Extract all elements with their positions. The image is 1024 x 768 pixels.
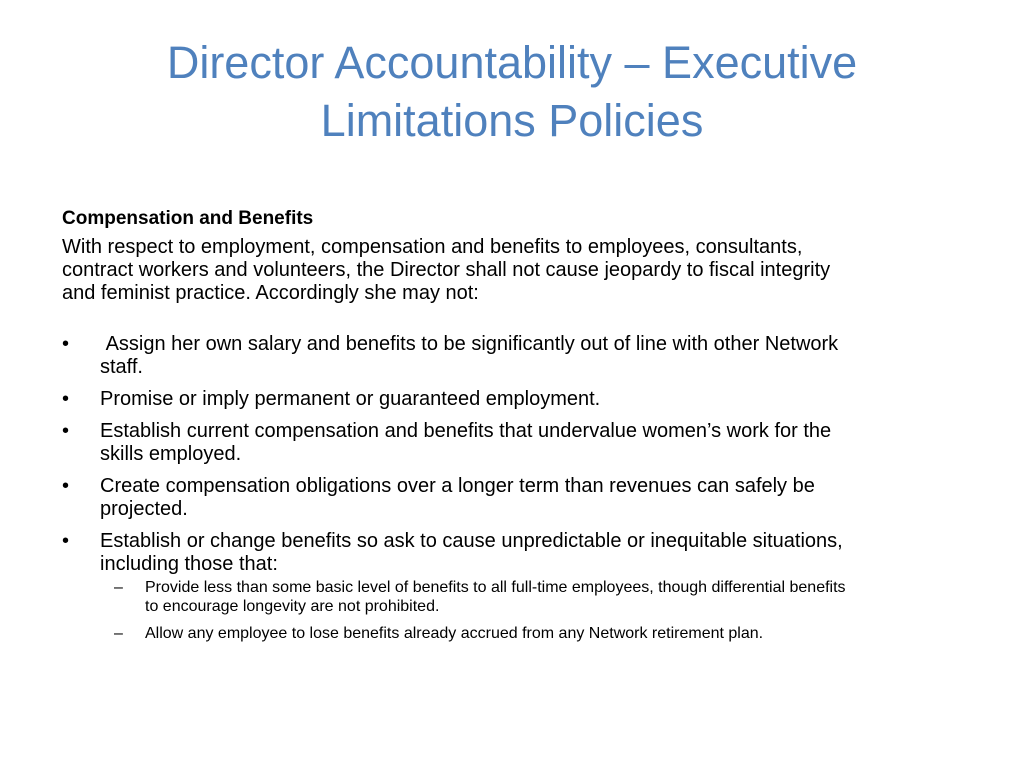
bullet-list [62, 333, 862, 643]
bullet-marker: • [62, 333, 70, 355]
sub-bullet-item [62, 578, 862, 616]
sub-bullet-item [62, 624, 862, 643]
intro-paragraph: With respect to employment, compensation and benefits to employees, consultants, contract workers and volunteers, the Director shall not cause jeopardy to fiscal integrity and feminist practice. Accordingly she may not: [62, 236, 831, 304]
slide-body [62, 206, 862, 652]
bullet-item [62, 420, 862, 466]
sub-bullet-text: Provide less than some basic level of benefits to all full-time employees, though differential benefits to encourage longevity are not prohibited. [145, 579, 846, 615]
section-heading: Compensation and Benefits [62, 208, 314, 229]
bullet-item [62, 333, 862, 379]
bullet-item [62, 388, 862, 411]
bullet-marker: • [62, 530, 70, 552]
sub-bullet-list [100, 578, 862, 643]
dash-marker: – [114, 579, 123, 596]
bullet-marker: • [62, 475, 70, 497]
bullet-item [62, 530, 862, 643]
sub-bullet-text: Allow any employee to lose benefits already accrued from any Network retirement plan. [145, 625, 764, 642]
bullet-marker: • [62, 420, 70, 442]
slide-title-line-1: Director Accountability – Executive [166, 37, 858, 88]
bullet-text: Assign her own salary and benefits to be significantly out of line with other Network staff. [100, 333, 844, 378]
bullet-item [62, 475, 862, 521]
dash-marker: – [114, 625, 123, 642]
bullet-text: Promise or imply permanent or guaranteed employment. [100, 388, 601, 410]
bullet-text: Create compensation obligations over a longer term than revenues can safely be projected. [100, 475, 815, 520]
slide-title [60, 34, 964, 150]
bullet-marker: • [62, 388, 70, 410]
slide-title-line-2: Limitations Policies [320, 95, 704, 146]
bullet-text: Establish current compensation and benefits that undervalue women’s work for the skills employed. [100, 420, 832, 465]
bullet-text: Establish or change benefits so ask to cause unpredictable or inequitable situations, including those that: [100, 530, 843, 575]
